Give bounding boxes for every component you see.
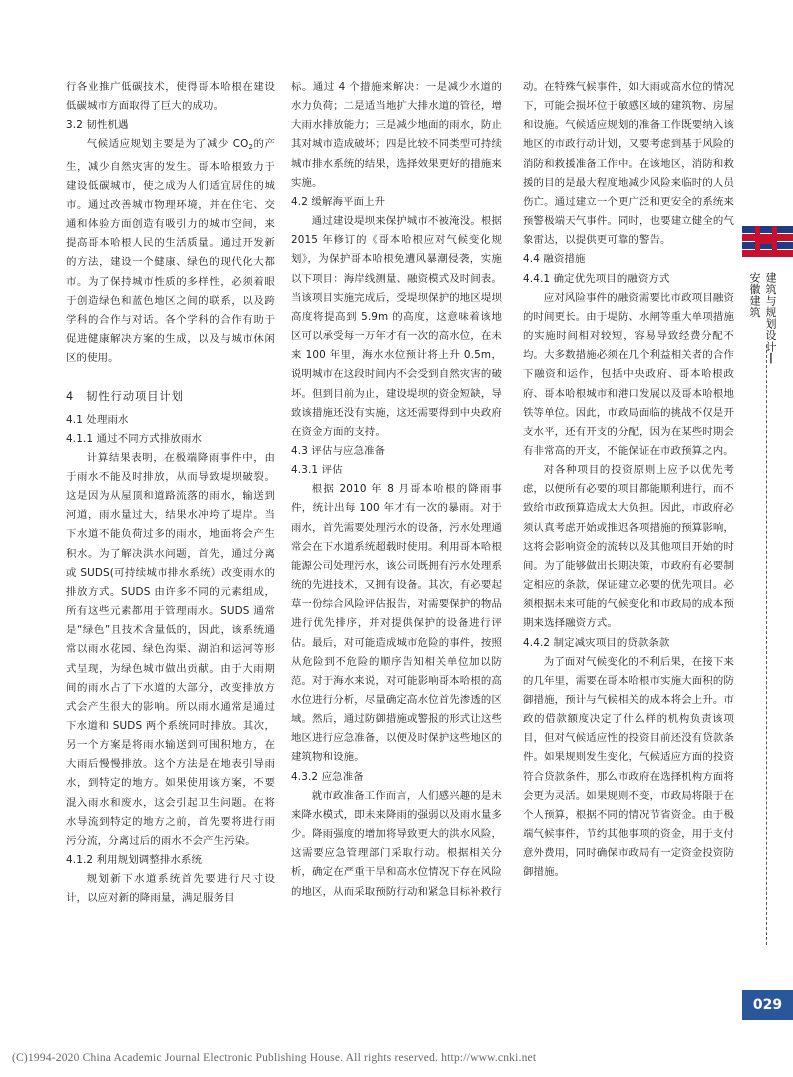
text-column-2	[291, 78, 502, 902]
text-column-1	[66, 78, 275, 909]
side-divider	[766, 345, 767, 945]
paragraph: 通过建设堤坝来保护城市不被淹没。根据 2015 年修订的《哥本哈根应对气候变化规划》，为保护哥本哈根免遭风暴潮侵袭，实施以下项目：海岸线测量、融资模式及时间表。当该项目实施完成后，受堤坝保护的地区堤坝高度将提高到 5.9m 的高度，这意味着该地区可以承受每一万年才有一次的高水位，在未来 100 年里，海水水位预计将上升 0.5m，说明城市在这段时间内不会受到自然灾害的破坏。但到目前为止，建设堤坝的资金短缺，导致该措施还没有实施，这还需要得到中央政府在资金方面的支持。	[291, 215, 502, 438]
subsection-heading: 4.1.1 通过不同方式排放雨水	[66, 432, 203, 445]
paragraph: 为了面对气候变化的不利后果，在接下来的几年里，需要在哥本哈根市实施大面积的防御措施，预计与气候相关的成本将会上升。市政的借款额度决定了什么样的机构负责该项目，但对气候适应性的投资目前还没有贷款条件。如果规则发生变化，气候适应方面的投资符合贷款条件，那么市政府在选择机构方面将会更为灵活。如果规则不变，市政局将限于在个人预算，根据不同的情况节省资金。由于极端气候事件，节约其他事项的资金，用于支付意外费用，同时确保市政局有一定资金投资防御措施。	[523, 655, 734, 879]
paragraph-text: 气候适应规划主要是为了减少 CO	[86, 138, 249, 151]
paragraph: 对各种项目的投资原则上应予以优先考虑，以便所有必要的项目都能顺利进行，而不致给市政预算造成太大负担。因此，市政府必须认真考虑开始或推迟各项措施的预算影响，这将会影响资金的流转以及其他项目开始的时间。为了能够做出长期决策，市政府有必要制定相应的条款，保证建立必要的优先项目。必须根据未来可能的气候变化和市政局的成本预期来选择融资方式。	[523, 464, 734, 630]
paragraph: 计算结果表明，在极端降雨事件中，由于雨水不能及时排放，从而导致堤坝破裂。这是因为从屋顶和道路流落的雨水，输送到河道，雨水量过大，结果水冲垮了堤岸。当下水道不能负荷过多的雨水，地面将会产生积水。为了解决洪水问题，首先，通过分离或 SUDS(可持续城市排水系统）改变雨水的排放方式。SUDS 由许多不同的元素组成，所有这些元素都用于管理雨水。SUDS 通常是“绿色”且技术含量低的，因此，该系统通常以雨水花园、绿色沟渠、湖泊和运河等形式呈现，为绿色城市做出贡献。由于大雨期间的雨水占了下水道的大部分，改变排放方式会产生很大的影响。所以雨水通常是通过下水道和 SUDS 两个系统同时排放。其次，另一个方案是将雨水输送到可围积地方，在大雨后慢慢排放。这个方法是在地表引导雨水，到特定的地方。如果使用该方案，不要混入雨水和废水，这会引起卫生问题。在将水导流到特定的地方之前，首先要将进行雨污分流，分离过后的雨水不会产生污染。	[66, 451, 275, 847]
section-heading: 3.2 韧性机遇	[66, 119, 129, 132]
paragraph: 就市政准备工作而言，人们感兴趣的是未来降水模式，即未来降雨的强弱以及雨水量多少。降雨强度的增加将导致更大的洪水风险，这需要应急管理部门采取行动。根据相关分析，确定在严重干旱和高水位情况下存在风险的地区，从而采取预防行动和紧急目标补救行	[291, 789, 502, 898]
column-label-separator: 丨	[764, 352, 777, 364]
subsection-heading: 4.4.2 制定减灾项目的贷款条款	[523, 636, 670, 649]
copyright-footer: (C)1994-2020 China Academic Journal Electronic Publishing House. All rights reserved. http://www.cnki.net	[12, 1052, 537, 1064]
paragraph: 根据 2010 年 8 月哥本哈根的降雨事件，统计出每 100 年才有一次的暴雨。对于雨水，首先需要处理污水的设备，污水处理通常会在下水道系统超载时使用。利用哥本哈根能源公司处理污水，该公司既拥有污水处理系统的先进技术，又拥有设备。其次，有必要起草一份综合风险评估报告，对需要保护的物品进行优先排序，并对提供保护的设备进行评估。最后，对可能造成城市危险的事件，按照从危险到不危险的顺序告知相关单位加以防范。对于海水来说，对可能影响哥本哈根的高水位进行分析，尽量确定高水位首先渗透的区域。然后，通过防御措施或警报的形式让这些地区进行应急准备，以便及时保护这些地区的建筑物和设施。	[291, 483, 502, 764]
paragraph: 应对风险事件的融资需要比市政项目融资的时间更长。由于堤防、水闸等重大单项措施的实施时间相对较短，容易导致经费分配不均。大多数措施必须在几个利益相关者的合作下融资和运作，包括中央政府、哥本哈根政府、哥本哈根城市和港口发展以及哥本哈根地铁等单位。因此，市政局面临的挑战不仅是开支水平，还有开支的分配，因为在某些时期会有非常高的开支，不能保证在市政预算之内。	[523, 291, 734, 457]
column-label-a: 建筑与规划设计	[764, 272, 777, 353]
column-label-b: 安徽建筑	[748, 272, 761, 318]
section-heading: 4.1 处理雨水	[66, 413, 129, 426]
subsection-heading: 4.3.2 应急准备	[291, 770, 364, 783]
section-heading: 4.4 融资措施	[523, 253, 586, 266]
paragraph: 规划新下水道系统首先要进行尺寸设计，以应对新的降雨量，满足服务目	[66, 873, 275, 905]
text-column-3	[523, 78, 734, 883]
paragraph	[66, 135, 275, 368]
section-heading: 4.2 缓解海平面上升	[291, 195, 386, 208]
subsection-heading: 4.3.1 评估	[291, 464, 343, 477]
column-label	[748, 272, 778, 372]
paragraph: 动。在特殊气候事件，如大雨或高水位的情况下，可能会损坏位于敏感区域的建筑物、房屋和设施。气候适应规划的准备工作既要纳入该地区的市政行动计划，又要考虑到基于风险的消防和救援准备工作中。在该地区，消防和救援的目的是最大程度地减少风险来临时的人员伤亡。通过建立一个更广泛和更安全的系统来预警极端天气事件。同时，也要建立健全的气象雷达，以提供更可靠的警告。	[523, 81, 734, 247]
paragraph: 标。通过 4 个措施来解决：一是减少水道的水力负荷；二是适当地扩大排水道的管径，增大雨水排放能力；三是减少地面的雨水，防止其对城市造成破坏；四是比较不同类型可持续城市排水系统的结果，选择效果更好的措施来实施。	[291, 81, 502, 189]
journal-logo-icon	[755, 226, 777, 257]
chapter-heading: 4 韧性行动项目计划	[66, 390, 184, 404]
subsection-heading: 4.1.2 利用规划调整排水系统	[66, 854, 203, 867]
section-heading: 4.3 评估与应急准备	[291, 444, 386, 457]
page-number: 029	[742, 990, 793, 1020]
subsection-heading: 4.4.1 确定优先项目的融资方式	[523, 272, 670, 285]
subscript: 2	[248, 143, 254, 152]
paragraph: 行各业推广低碳技术，使得哥本哈根在建设低碳城市方面取得了巨大的成功。	[66, 81, 275, 113]
paragraph-text: 的产生，减少自然灾害的发生。哥本哈根致力于建设低碳城市，使之成为人们适宜居住的城市。通过改善城市物理环境，并在住宅、交通和体验方面创造有吸引力的城市空间，来提高哥本哈根人民的生活质量。通过开发新的方法，建设一个健康、绿色的现代化大都市。为了保持城市性质的多样性，必须着眼于创造绿色和蓝色地区之间的联系，以及跨学科的合作与对话。各个学科的合作有助于促进健康解决方案的生成，以及与城市休闲区的使用。	[66, 138, 275, 365]
